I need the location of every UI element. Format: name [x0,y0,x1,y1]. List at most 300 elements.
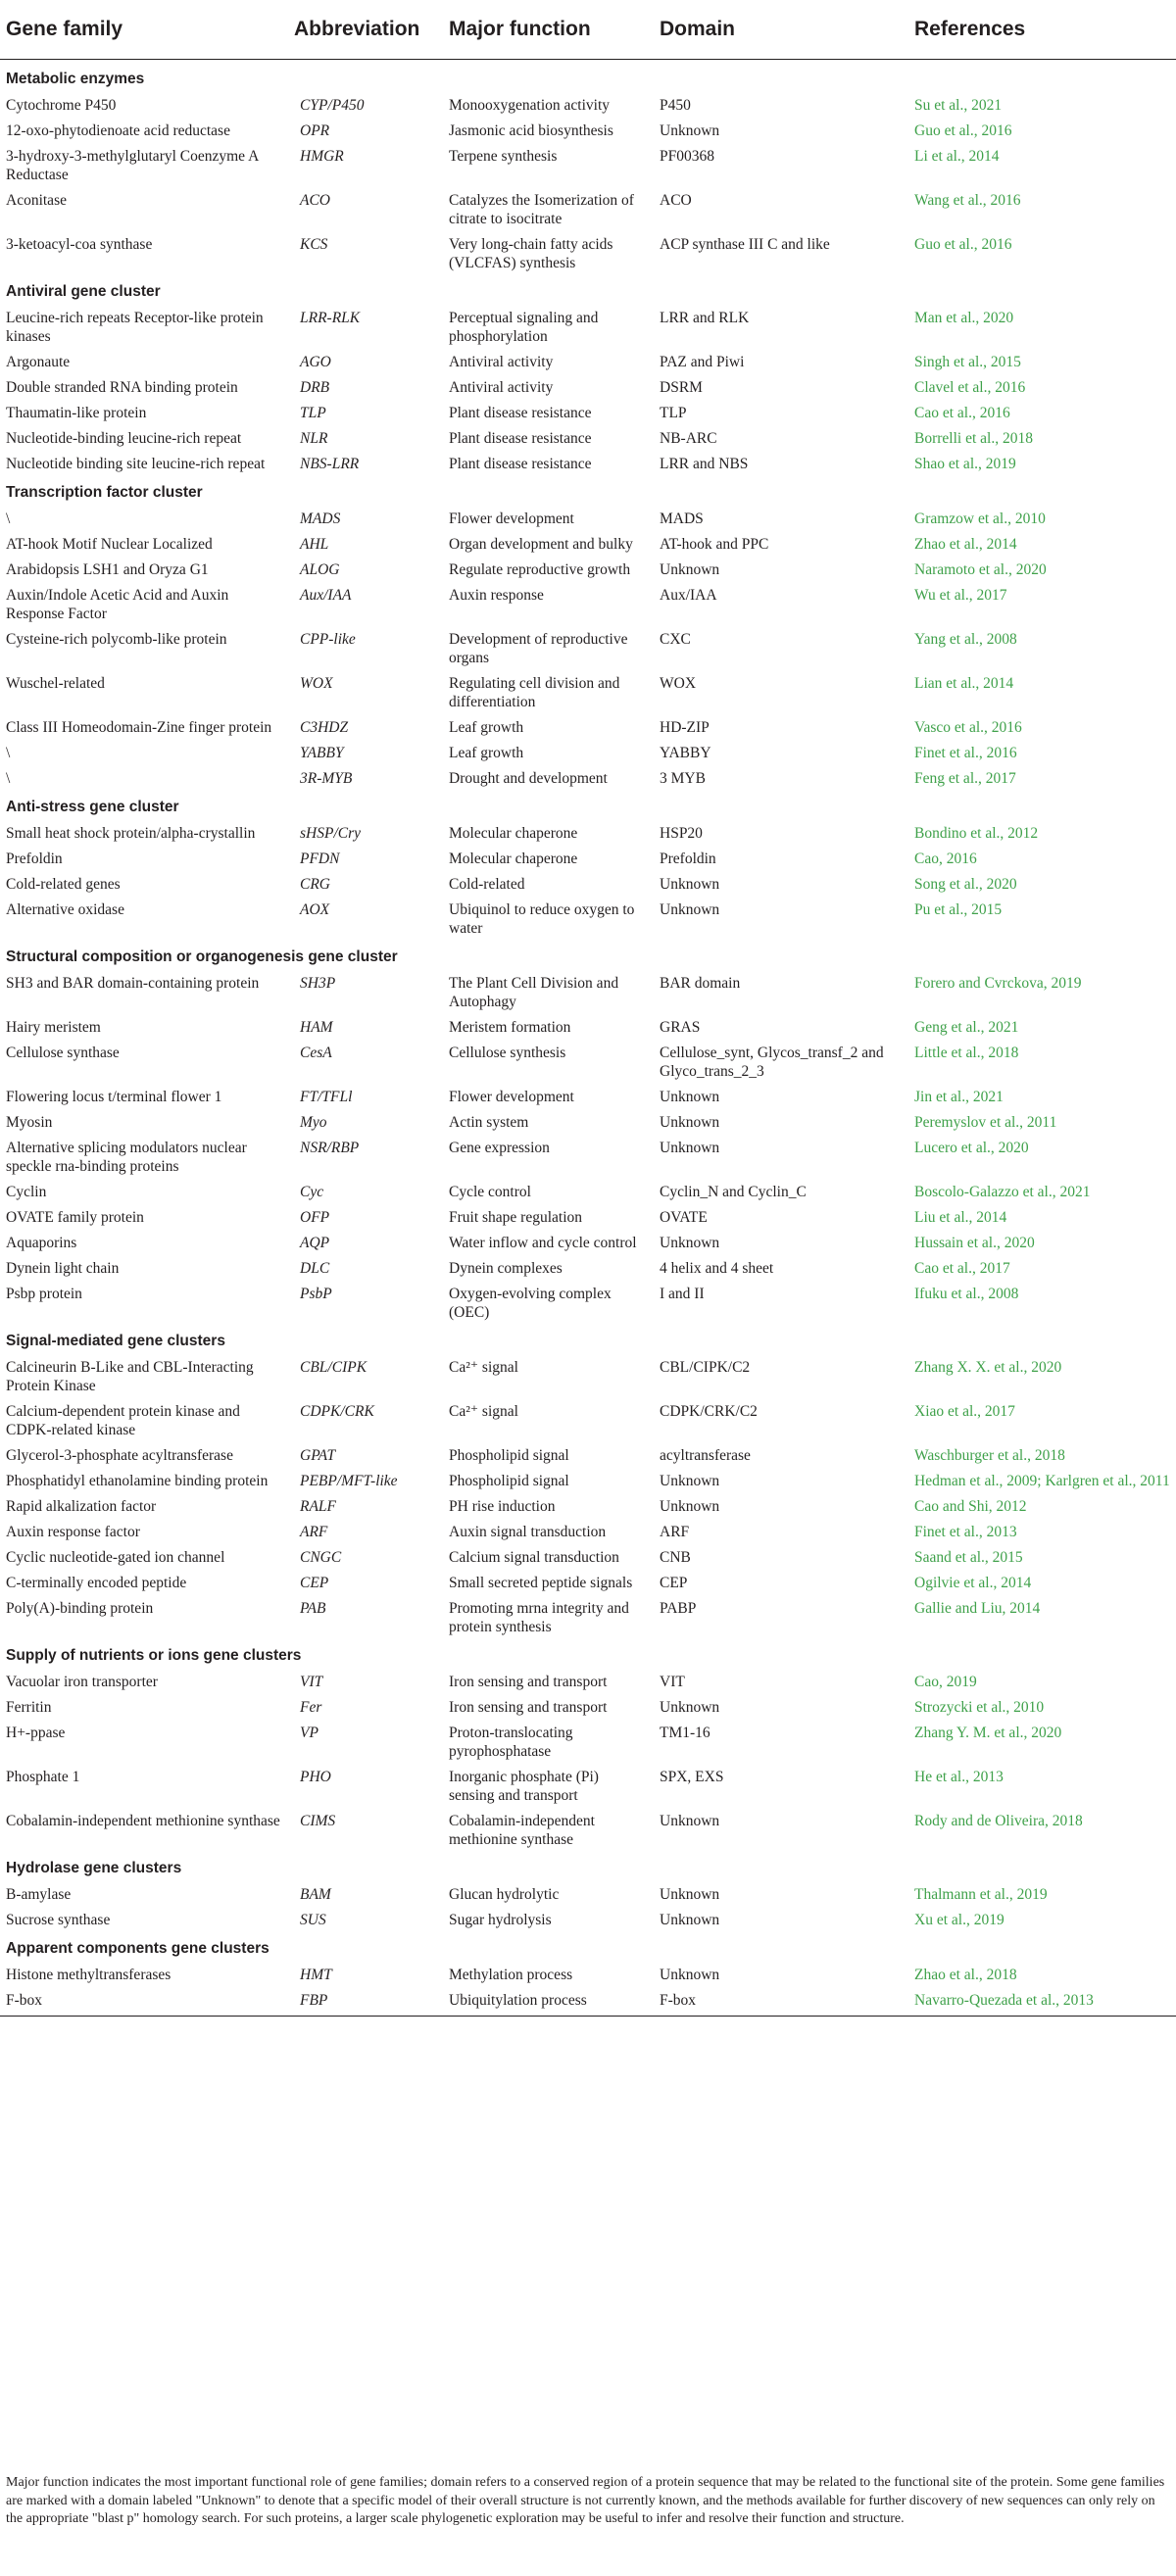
table-row [0,349,1176,374]
reference-link[interactable]: Pu et al., 2015 [914,901,1003,918]
domain-cell: GRAS [660,1019,701,1036]
table-row [0,871,1176,897]
domain-cell: PABP [660,1600,697,1617]
major-function-cell: PH rise induction [449,1498,556,1515]
reference-link[interactable]: Guo et al., 2016 [914,122,1012,139]
table-header [0,0,1176,60]
gene-family-cell: Phosphate 1 [6,1769,80,1785]
domain-cell: HD-ZIP [660,719,710,736]
reference-link[interactable]: Boscolo-Galazzo et al., 2021 [914,1184,1091,1200]
major-function-cell: Phospholipid signal [449,1447,569,1464]
major-function-cell: Sugar hydrolysis [449,1912,552,1928]
major-function-cell: Plant disease resistance [449,456,592,472]
reference-link[interactable]: Li et al., 2014 [914,148,1000,165]
major-function-cell: Plant disease resistance [449,430,592,447]
reference-link[interactable]: Xiao et al., 2017 [914,1403,1015,1420]
reference-link[interactable]: Cao, 2019 [914,1674,977,1690]
gene-family-cell: Argonaute [6,354,71,370]
gene-family-cell: Cysteine-rich polycomb-like protein [6,631,227,648]
abbreviation-cell: PAB [300,1600,326,1617]
reference-link[interactable]: Ogilvie et al., 2014 [914,1575,1032,1591]
reference-link[interactable]: Man et al., 2020 [914,310,1014,326]
gene-family-cell: Cyclin [6,1184,47,1200]
domain-cell: TM1-16 [660,1725,710,1741]
domain-cell: BAR domain [660,975,741,992]
reference-link[interactable]: Wang et al., 2016 [914,192,1021,209]
domain-cell: Unknown [660,876,720,893]
table-row [0,1135,1176,1179]
reference-link[interactable]: Feng et al., 2017 [914,770,1016,787]
major-function-cell: Auxin response [449,587,544,604]
table-row [0,897,1176,941]
major-function-cell: Methylation process [449,1967,573,1983]
major-function-cell: Antiviral activity [449,379,554,396]
domain-cell: CBL/CIPK/C2 [660,1359,751,1376]
major-function-cell: Leaf growth [449,719,524,736]
domain-cell: Unknown [660,1140,720,1156]
abbreviation-cell: AOX [300,901,330,918]
abbreviation-cell: CDPK/CRK [300,1403,374,1420]
domain-cell: Cyclin_N and Cyclin_C [660,1184,807,1200]
domain-cell: LRR and NBS [660,456,749,472]
abbreviation-cell: CPP-like [300,631,356,648]
table-row [0,1808,1176,1852]
table-row [0,231,1176,275]
table-row [0,187,1176,231]
reference-link[interactable]: Little et al., 2018 [914,1045,1019,1061]
gene-family-cell: Arabidopsis LSH1 and Oryza G1 [6,561,209,578]
gene-family-cell: Auxin response factor [6,1524,140,1540]
reference-link[interactable]: Rody and de Oliveira, 2018 [914,1813,1083,1829]
abbreviation-cell: OFP [300,1209,330,1226]
abbreviation-cell: CesA [300,1045,332,1061]
table-row [0,1084,1176,1109]
major-function-cell: Monooxygenation activity [449,97,611,114]
major-function-cell: Cobalamin-independent methionine synthase [449,1813,595,1848]
reference-link[interactable]: Singh et al., 2015 [914,354,1021,370]
reference-link[interactable]: Shao et al., 2019 [914,456,1016,472]
major-function-cell: Flower development [449,510,574,527]
table-row [0,970,1176,1014]
header-domain: Domain [654,0,908,60]
domain-cell: CEP [660,1575,688,1591]
reference-link[interactable]: Ifuku et al., 2008 [914,1286,1019,1302]
abbreviation-cell: ACO [300,192,330,209]
gene-family-cell: Auxin/Indole Acetic Acid and Auxin Response Factor [6,587,229,622]
abbreviation-cell: PsbP [300,1286,332,1302]
gene-family-cell: Calcium-dependent protein kinase and CDPK-related kinase [6,1403,240,1438]
reference-link[interactable]: Forero and Cvrckova, 2019 [914,975,1082,992]
table-row [0,451,1176,476]
major-function-cell: Catalyzes the Isomerization of citrate to isocitrate [449,192,634,227]
table-row [0,1014,1176,1040]
header-abbreviation: Abbreviation [294,0,443,60]
abbreviation-cell: NSR/RBP [300,1140,360,1156]
abbreviation-cell: FBP [294,1987,443,2017]
group-header-row [0,1325,1176,1354]
reference-link[interactable]: Cao and Shi, 2012 [914,1498,1027,1515]
table-row [0,846,1176,871]
domain-cell: Unknown [660,1699,720,1716]
reference-link[interactable]: Finet et al., 2013 [914,1524,1017,1540]
reference-link[interactable]: Navarro-Quezada et al., 2013 [908,1987,1176,2017]
abbreviation-cell: Aux/IAA [300,587,352,604]
table-row [0,425,1176,451]
abbreviation-cell: AQP [300,1235,330,1251]
table-row [0,1179,1176,1204]
reference-link[interactable]: Lian et al., 2014 [914,675,1014,692]
abbreviation-cell: HMGR [300,148,344,165]
domain-cell: Unknown [660,1912,720,1928]
table-row [0,92,1176,118]
reference-link[interactable]: Su et al., 2021 [914,97,1003,114]
reference-link[interactable]: Jin et al., 2021 [914,1089,1004,1105]
gene-family-cell: Dynein light chain [6,1260,120,1277]
table-row [0,765,1176,791]
reference-link[interactable]: Vasco et al., 2016 [914,719,1022,736]
reference-link[interactable]: Zhang X. X. et al., 2020 [914,1359,1062,1376]
gene-family-cell: \ [6,510,11,527]
group-header-row [0,941,1176,970]
gene-family-cell: Cytochrome P450 [6,97,117,114]
major-function-cell: Fruit shape regulation [449,1209,583,1226]
group-title: Apparent components gene clusters [6,1940,270,1957]
domain-cell: CXC [660,631,691,648]
reference-link[interactable]: Lucero et al., 2020 [914,1140,1029,1156]
major-function-cell: Small secreted peptide signals [449,1575,633,1591]
major-function-cell: Development of reproductive organs [449,631,628,666]
abbreviation-cell: KCS [300,236,328,253]
major-function-cell: Proton-translocating pyrophosphatase [449,1725,573,1760]
gene-family-cell: Aconitase [6,192,67,209]
table-row [0,1204,1176,1230]
gene-family-cell: Cobalamin-independent methionine synthase [6,1813,280,1829]
abbreviation-cell: SUS [300,1912,326,1928]
reference-link[interactable]: Guo et al., 2016 [914,236,1012,253]
major-function-cell: Flower development [449,1089,574,1105]
reference-link[interactable]: Thalmann et al., 2019 [914,1886,1048,1903]
table-row [0,740,1176,765]
reference-link[interactable]: Zhang Y. M. et al., 2020 [914,1725,1062,1741]
gene-family-cell: Class III Homeodomain-Zine finger protein [6,719,272,736]
domain-cell: Cellulose_synt, Glycos_transf_2 and Glyco_trans_2_3 [660,1045,884,1080]
group-title: Structural composition or organogenesis gene cluster [6,948,398,965]
table-row [0,1255,1176,1281]
header-references: References [908,0,1176,60]
major-function-cell: Terpene synthesis [449,148,558,165]
group-header-row [0,275,1176,305]
gene-family-cell: Ferritin [6,1699,52,1716]
header-gene-family: Gene family [0,0,294,60]
abbreviation-cell: FT/TFLl [300,1089,353,1105]
abbreviation-cell: HMT [300,1967,332,1983]
table-row [0,400,1176,425]
gene-family-cell: Small heat shock protein/alpha-crystallin [6,825,256,842]
gene-family-cell: Myosin [6,1114,53,1131]
abbreviation-cell: ARF [300,1524,328,1540]
major-function-cell: Actin system [449,1114,529,1131]
reference-link[interactable]: Cao et al., 2016 [914,405,1010,421]
abbreviation-cell: DRB [300,379,330,396]
reference-link[interactable]: Zhao et al., 2014 [914,536,1017,553]
gene-family-cell: Hairy meristem [6,1019,101,1036]
group-header-row [0,1852,1176,1881]
table-row [0,118,1176,143]
domain-cell: Unknown [660,1498,720,1515]
reference-link[interactable]: Yang et al., 2008 [914,631,1017,648]
abbreviation-cell: YABBY [300,745,344,761]
domain-cell: VIT [660,1674,685,1690]
table-row [0,1669,1176,1694]
group-title: Metabolic enzymes [6,71,145,87]
domain-cell: NB-ARC [660,430,717,447]
reference-link[interactable]: Hussain et al., 2020 [914,1235,1035,1251]
reference-link[interactable]: Naramoto et al., 2020 [914,561,1047,578]
gene-family-cell: Calcineurin B-Like and CBL-Interacting Protein Kinase [6,1359,254,1394]
major-function-cell: Plant disease resistance [449,405,592,421]
major-function-cell: Regulate reproductive growth [449,561,631,578]
abbreviation-cell: Cyc [300,1184,324,1200]
gene-family-cell: Alternative oxidase [6,901,124,918]
group-title: Antiviral gene cluster [6,283,161,300]
abbreviation-cell: Fer [300,1699,322,1716]
abbreviation-cell: VIT [300,1674,323,1690]
gene-family-cell: F-box [0,1987,294,2017]
domain-cell: Prefoldin [660,851,716,867]
abbreviation-cell: OPR [300,122,330,139]
gene-family-cell: Psbp protein [6,1286,82,1302]
major-function-cell: Ca²⁺ signal [449,1403,518,1420]
table-footnote: Major function indicates the most important functional role of gene families; domain refers to a conserved region of a protein sequence that may be related to the functional site of the protein. Some gene families are marked with a domain labeled "Unknown" to denote that a specific model of their overall structure is not currently known, and the methods available for further discovery of new sequences can only rely on the appropriate "blast p" homology search. For such proteins, a larger scale phylogenetic exploration may be useful to infer and resolve their function and structure. [6,2475,1165,2526]
domain-cell: HSP20 [660,825,703,842]
domain-cell: CNB [660,1549,691,1566]
abbreviation-cell: VP [300,1725,318,1741]
gene-family-cell: Thaumatin-like protein [6,405,147,421]
reference-link[interactable]: Waschburger et al., 2018 [914,1447,1065,1464]
gene-family-cell: B-amylase [6,1886,72,1903]
reference-link[interactable]: Gallie and Liu, 2014 [914,1600,1041,1617]
table-row [0,1694,1176,1720]
reference-link[interactable]: Cao et al., 2017 [914,1260,1010,1277]
group-title: Transcription factor cluster [6,484,203,501]
abbreviation-cell: GPAT [300,1447,336,1464]
group-title: Supply of nutrients or ions gene clusters [6,1647,302,1664]
major-function-cell: Cold-related [449,876,525,893]
abbreviation-cell: CIMS [300,1813,336,1829]
domain-cell: P450 [660,97,691,114]
abbreviation-cell: NBS-LRR [300,456,360,472]
abbreviation-cell: HAM [300,1019,333,1036]
table-row [0,143,1176,187]
domain-cell: PF00368 [660,148,714,165]
table-row [0,1281,1176,1325]
gene-family-cell: 3-ketoacyl-coa synthase [6,236,153,253]
gene-family-cell: Vacuolar iron transporter [6,1674,158,1690]
abbreviation-cell: WOX [300,675,333,692]
abbreviation-cell: MADS [300,510,341,527]
reference-link[interactable]: Song et al., 2020 [914,876,1017,893]
reference-link[interactable]: Xu et al., 2019 [914,1912,1004,1928]
major-function-cell: Glucan hydrolytic [449,1886,560,1903]
abbreviation-cell: 3R-MYB [300,770,353,787]
reference-link[interactable]: Bondino et al., 2012 [914,825,1039,842]
domain-cell: F-box [654,1987,908,2017]
major-function-cell: Ubiquitylation process [443,1987,654,2017]
reference-link[interactable]: Peremyslov et al., 2011 [914,1114,1057,1131]
gene-family-cell: Leucine-rich repeats Receptor-like protein kinases [6,310,264,345]
abbreviation-cell: AGO [300,354,331,370]
reference-link[interactable]: Geng et al., 2021 [914,1019,1019,1036]
domain-cell: Unknown [660,1813,720,1829]
header-row [0,0,1176,60]
gene-family-cell: Histone methyltransferases [6,1967,172,1983]
domain-cell: Aux/IAA [660,587,717,604]
reference-link[interactable]: Strozycki et al., 2010 [914,1699,1045,1716]
domain-cell: TLP [660,405,687,421]
abbreviation-cell: PEBP/MFT-like [300,1473,398,1489]
table-row [0,1442,1176,1468]
domain-cell: 4 helix and 4 sheet [660,1260,774,1277]
table-row [0,1468,1176,1493]
gene-family-cell: Aquaporins [6,1235,77,1251]
table-row [0,1544,1176,1570]
table-row [0,1519,1176,1544]
domain-cell: Unknown [660,122,720,139]
domain-cell: Unknown [660,1089,720,1105]
table-row [0,374,1176,400]
reference-link[interactable]: Clavel et al., 2016 [914,379,1026,396]
table-row [0,1109,1176,1135]
header-major-function: Major function [443,0,654,60]
table-row [0,626,1176,670]
table-row [0,557,1176,582]
major-function-cell: Molecular chaperone [449,851,578,867]
table-row [0,670,1176,714]
gene-family-cell: C-terminally encoded peptide [6,1575,187,1591]
major-function-cell: Organ development and bulky [449,536,633,553]
gene-family-cell: Glycerol-3-phosphate acyltransferase [6,1447,233,1464]
group-header-row [0,791,1176,820]
major-function-cell: Perceptual signaling and phosphorylation [449,310,599,345]
table-row [0,1881,1176,1907]
abbreviation-cell: sHSP/Cry [300,825,361,842]
abbreviation-cell: DLC [300,1260,330,1277]
gene-family-cell: H+-ppase [6,1725,66,1741]
major-function-cell: Molecular chaperone [449,825,578,842]
abbreviation-cell: RALF [300,1498,337,1515]
gene-family-cell: Prefoldin [6,851,63,867]
domain-cell: MADS [660,510,704,527]
major-function-cell: The Plant Cell Division and Autophagy [449,975,619,1010]
domain-cell: DSRM [660,379,703,396]
gene-family-cell: Cold-related genes [6,876,121,893]
table-row [0,1907,1176,1932]
reference-link[interactable]: Cao, 2016 [914,851,977,867]
domain-cell: SPX, EXS [660,1769,724,1785]
major-function-cell: Dynein complexes [449,1260,563,1277]
domain-cell: acyltransferase [660,1447,751,1464]
group-title: Hydrolase gene clusters [6,1860,182,1876]
reference-link[interactable]: Wu et al., 2017 [914,587,1007,604]
gene-family-cell: OVATE family protein [6,1209,144,1226]
major-function-cell: Cycle control [449,1184,531,1200]
gene-family-cell: \ [6,745,11,761]
abbreviation-cell: C3HDZ [300,719,349,736]
reference-link[interactable]: He et al., 2013 [914,1769,1004,1785]
domain-cell: Unknown [660,901,720,918]
abbreviation-cell: Myo [300,1114,327,1131]
major-function-cell: Cellulose synthesis [449,1045,566,1061]
major-function-cell: Phospholipid signal [449,1473,569,1489]
domain-cell: PAZ and Piwi [660,354,745,370]
domain-cell: ACO [660,192,692,209]
abbreviation-cell: NLR [300,430,328,447]
gene-family-cell: Nucleotide-binding leucine-rich repeat [6,430,242,447]
abbreviation-cell: LRR-RLK [300,310,361,326]
major-function-cell: Water inflow and cycle control [449,1235,637,1251]
gene-family-cell: Cyclic nucleotide-gated ion channel [6,1549,225,1566]
reference-link[interactable]: Saand et al., 2015 [914,1549,1023,1566]
major-function-cell: Auxin signal transduction [449,1524,607,1540]
abbreviation-cell: TLP [300,405,326,421]
major-function-cell: Ubiquinol to reduce oxygen to water [449,901,635,937]
gene-family-cell: Double stranded RNA binding protein [6,379,238,396]
table-row [0,1493,1176,1519]
table-row [0,1595,1176,1639]
reference-link[interactable]: Finet et al., 2016 [914,745,1017,761]
reference-link[interactable]: Hedman et al., 2009; Karlgren et al., 2011 [914,1473,1170,1489]
domain-cell: ARF [660,1524,690,1540]
gene-family-cell: Rapid alkalization factor [6,1498,157,1515]
table-row [0,1354,1176,1398]
major-function-cell: Jasmonic acid biosynthesis [449,122,613,139]
domain-cell: I and II [660,1286,705,1302]
gene-family-cell: Wuschel-related [6,675,105,692]
group-header-row [0,60,1176,93]
domain-cell: AT-hook and PPC [660,536,769,553]
table-row [0,506,1176,531]
domain-cell: WOX [660,675,697,692]
table-row [0,305,1176,349]
gene-family-cell: Alternative splicing modulators nuclear speckle rna-binding proteins [6,1140,247,1175]
reference-link[interactable]: Borrelli et al., 2018 [914,430,1033,447]
gene-family-cell: Flowering locus t/terminal flower 1 [6,1089,222,1105]
abbreviation-cell: ALOG [300,561,340,578]
table-row [0,1230,1176,1255]
reference-link[interactable]: Gramzow et al., 2010 [914,510,1046,527]
gene-family-cell: 3-hydroxy-3-methylglutaryl Coenzyme A Reductase [6,148,259,183]
major-function-cell: Gene expression [449,1140,550,1156]
major-function-cell: Leaf growth [449,745,524,761]
domain-cell: LRR and RLK [660,310,750,326]
abbreviation-cell: CNGC [300,1549,342,1566]
domain-cell: Unknown [660,1967,720,1983]
reference-link[interactable]: Zhao et al., 2018 [914,1967,1017,1983]
abbreviation-cell: SH3P [300,975,336,992]
domain-cell: Unknown [660,1235,720,1251]
abbreviation-cell: BAM [300,1886,331,1903]
abbreviation-cell: PFDN [300,851,340,867]
major-function-cell: Very long-chain fatty acids (VLCFAS) synthesis [449,236,613,271]
table-row [0,1962,1176,1987]
gene-family-cell: Poly(A)-binding protein [6,1600,154,1617]
group-header-row [0,476,1176,506]
major-function-cell: Iron sensing and transport [449,1699,608,1716]
domain-cell: YABBY [660,745,711,761]
reference-link[interactable]: Liu et al., 2014 [914,1209,1007,1226]
major-function-cell: Inorganic phosphate (Pi) sensing and transport [449,1769,599,1804]
domain-cell: OVATE [660,1209,708,1226]
